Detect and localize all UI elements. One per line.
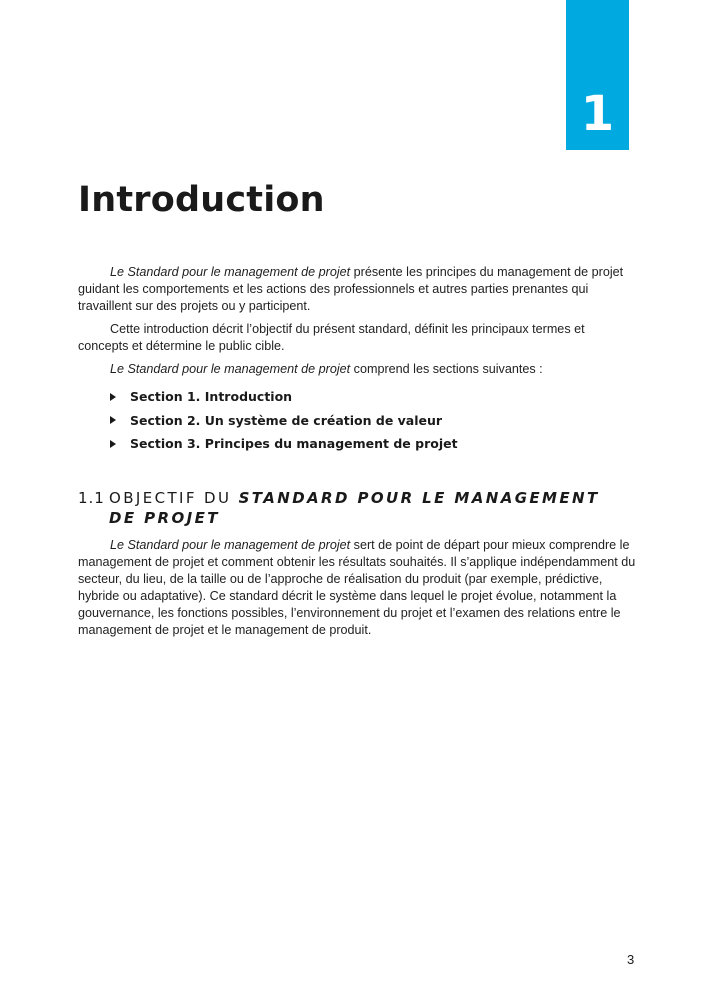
sections-list xyxy=(110,385,458,456)
intro-text xyxy=(78,264,638,384)
chapter-number: 1 xyxy=(580,86,615,142)
triangle-bullet-icon xyxy=(110,440,116,448)
list-item-label: Section 2. Un système de création de valeur xyxy=(130,412,443,428)
triangle-bullet-icon xyxy=(110,416,116,424)
list-item-label: Section 3. Principes du management de projet xyxy=(130,436,458,452)
list-item xyxy=(110,432,458,456)
intro-paragraph-1-text: présente les principes du management de projet guidant les comportements et les actions des professionnels et autres parties prenantes qui travaillent sur des projets ou y participent. xyxy=(78,265,624,313)
chapter-title: Introduction xyxy=(78,180,325,220)
section-heading-plain: OBJECTIF DU xyxy=(109,489,239,507)
intro-paragraph-1 xyxy=(78,264,638,315)
list-item xyxy=(110,385,458,409)
section-heading xyxy=(78,488,638,528)
list-item-label: Section 1. Introduction xyxy=(130,389,293,405)
section-paragraph xyxy=(78,537,638,639)
standard-title-italic: Le Standard pour le management de projet xyxy=(110,538,351,552)
intro-paragraph-3 xyxy=(78,361,638,378)
chapter-number-tab xyxy=(566,0,629,150)
section-heading-italic: STANDARD POUR LE MANAGEMENT xyxy=(238,489,600,507)
triangle-bullet-icon xyxy=(110,393,116,401)
intro-paragraph-3-text: comprend les sections suivantes : xyxy=(350,362,543,376)
page-number: 3 xyxy=(627,952,635,967)
section-1-1-text xyxy=(78,537,638,645)
list-item xyxy=(110,409,458,433)
section-number: 1.1 xyxy=(78,489,105,507)
standard-title-italic: Le Standard pour le management de projet xyxy=(110,265,351,279)
section-paragraph-text: sert de point de départ pour mieux comprendre le management de projet et comment obtenir les résultats souhaités. Il s’applique indépendamment du secteur, du lieu, de la taille ou de l’approche de réalisation du produit (par exemple, prédictive, hybride ou adaptative). Ce standard décrit le système dans lequel le projet évolue, notamment la gouvernance, les fonctions possibles, l’environnement du projet et l’examen des relations entre le management de projet et le management de produit. xyxy=(78,538,636,637)
intro-paragraph-2: Cette introduction décrit l’objectif du présent standard, définit les principaux termes et concepts et détermine le public cible. xyxy=(78,322,585,353)
standard-title-italic: Le Standard pour le management de projet xyxy=(110,362,351,376)
section-heading-line2: DE PROJET xyxy=(109,509,220,527)
